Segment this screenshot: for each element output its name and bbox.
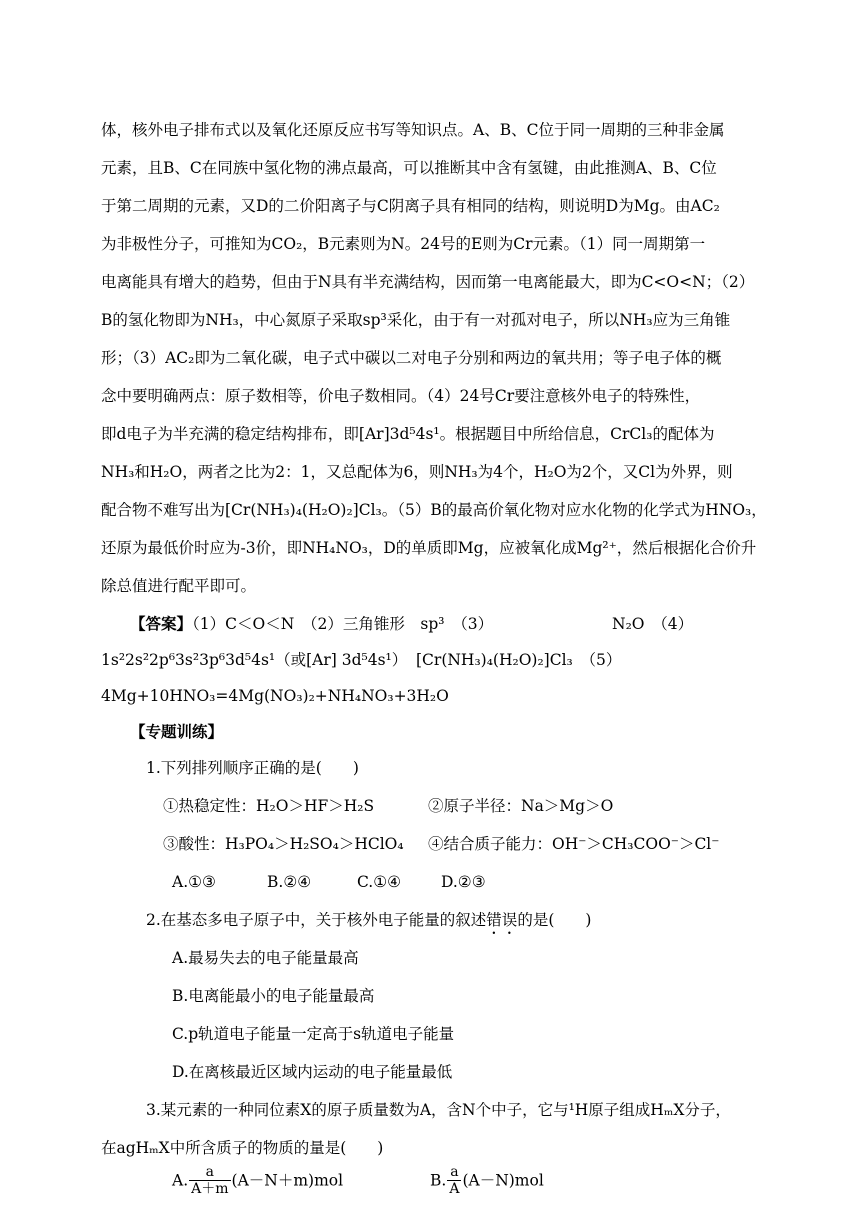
- section-title: 【专题训练】: [130, 723, 224, 741]
- statement-1: ①热稳定性：H₂O＞HF＞H₂S: [163, 797, 375, 815]
- fraction-denominator: A: [449, 1181, 460, 1197]
- analysis-line: 即d电子为半充满的稳定结构排布，即[Ar]3d⁵4s¹。根据题目中所给信息，CrCl₃的配体为: [101, 425, 715, 443]
- option-d: D.②③: [441, 873, 486, 891]
- option-text: (A－N＋m)mol: [231, 1171, 344, 1190]
- answer-line-1: [130, 614, 493, 634]
- option-c: C.①④: [357, 873, 402, 891]
- option-b: B.②④: [267, 873, 312, 891]
- question-stem: [146, 910, 591, 938]
- fraction: [447, 1164, 461, 1197]
- option-c: C.p轨道电子能量一定高于s轨道电子能量: [172, 1025, 455, 1043]
- stem-text: 2.在基态多电子原子中，关于核外电子能量的叙述: [146, 911, 487, 929]
- stem-text: 的是( ): [517, 911, 592, 929]
- statement-2: ②原子半径：Na＞Mg＞O: [428, 797, 614, 815]
- answer-part-1b: N₂O （4）: [612, 615, 694, 633]
- fraction: [189, 1164, 230, 1197]
- statement-3: ③酸性：H₃PO₄＞H₂SO₄＞HClO₄: [163, 835, 404, 853]
- answer-complex-formula: [Cr(NH₃)₄(H₂O)₂]Cl₃ （5）: [416, 651, 622, 669]
- question-stem: 1.下列排列顺序正确的是( ): [146, 759, 359, 777]
- analysis-line: 元素，且B、C在同族中氢化物的沸点最高，可以推断其中含有氢键，由此推测A、B、C位: [101, 159, 717, 177]
- question-stem: 3.某元素的一种同位素X的原子质量数为A，含N个中子，它与¹H原子组成HₘX分子，: [146, 1101, 731, 1119]
- answer-label: 【答案】: [130, 615, 193, 633]
- answer-equation: 4Mg+10HNO₃=4Mg(NO₃)₂+NH₄NO₃+3H₂O: [101, 687, 449, 705]
- analysis-line: 念中要明确两点：原子数相等，价电子数相同。（4）24号Cr要注意核外电子的特殊性，: [101, 387, 701, 405]
- analysis-line: 形；（3）AC₂即为二氧化碳，电子式中碳以二对电子分别和两边的氧共用；等子电子体的概: [101, 349, 722, 367]
- fraction-numerator: a: [189, 1164, 230, 1181]
- analysis-line: B的氢化物即为NH₃，中心氮原子采取sp³采化，由于有一对孤对电子，所以NH₃应为三角锥: [101, 311, 731, 329]
- analysis-line: 配合物不难写出为[Cr(NH₃)₄(H₂O)₂]Cl₃。（5）B的最高价氧化物对应水化物的化学式为HNO₃，: [101, 501, 767, 519]
- emphasized-word: 错误: [486, 911, 518, 929]
- option-d: D.在离核最近区域内运动的电子能量最低: [172, 1063, 453, 1081]
- analysis-line: 于第二周期的元素，又D的二价阳离子与C阴离子具有相同的结构，则说明D为Mg。由AC₂: [101, 197, 720, 215]
- analysis-line: 电离能具有增大的趋势，但由于N具有半充满结构，因而第一电离能最大，即为C<O<N；（2）: [101, 273, 755, 291]
- analysis-line: NH₃和H₂O，两者之比为2：1，又总配体为6，则NH₃为4个，H₂O为2个，又Cl为外界，则: [101, 463, 733, 481]
- analysis-line: 为非极性分子，可推知为CO₂，B元素则为N。24号的E则为Cr元素。（1）同一周期第一: [101, 235, 706, 253]
- answer-part-1: （1）C＜O＜N （2）三角锥形 sp³ （3）: [192, 615, 494, 633]
- option-a: [172, 1164, 343, 1197]
- option-label: B.: [430, 1171, 447, 1190]
- option-b: B.电离能最小的电子能量最高: [172, 987, 375, 1005]
- option-label: A.: [172, 1171, 189, 1190]
- option-text: (A－N)mol: [462, 1171, 544, 1190]
- analysis-line: 还原为最低价时应为-3价，即NH₄NO₃，D的单质即Mg，应被氧化成Mg²⁺，然后根据化合价升: [101, 539, 757, 557]
- question-stem-continued: 在agHₘX中所含质子的物质的量是( ): [101, 1139, 384, 1157]
- statement-4: ④结合质子能力：OH⁻＞CH₃COO⁻＞Cl⁻: [428, 835, 720, 853]
- analysis-line: 除总值进行配平即可。: [101, 577, 257, 595]
- option-a: A.最易失去的电子能量最高: [172, 949, 359, 967]
- option-b: [430, 1164, 544, 1197]
- option-a: A.①③: [172, 873, 216, 891]
- fraction-numerator: a: [447, 1164, 461, 1181]
- fraction-denominator: A＋m: [191, 1181, 229, 1197]
- analysis-line: 体，核外电子排布式以及氧化还原反应书写等知识点。A、B、C位于同一周期的三种非金属: [101, 121, 725, 139]
- answer-electron-config: 1s²2s²2p⁶3s²3p⁶3d⁵4s¹（或[Ar] 3d⁵4s¹）: [101, 651, 408, 669]
